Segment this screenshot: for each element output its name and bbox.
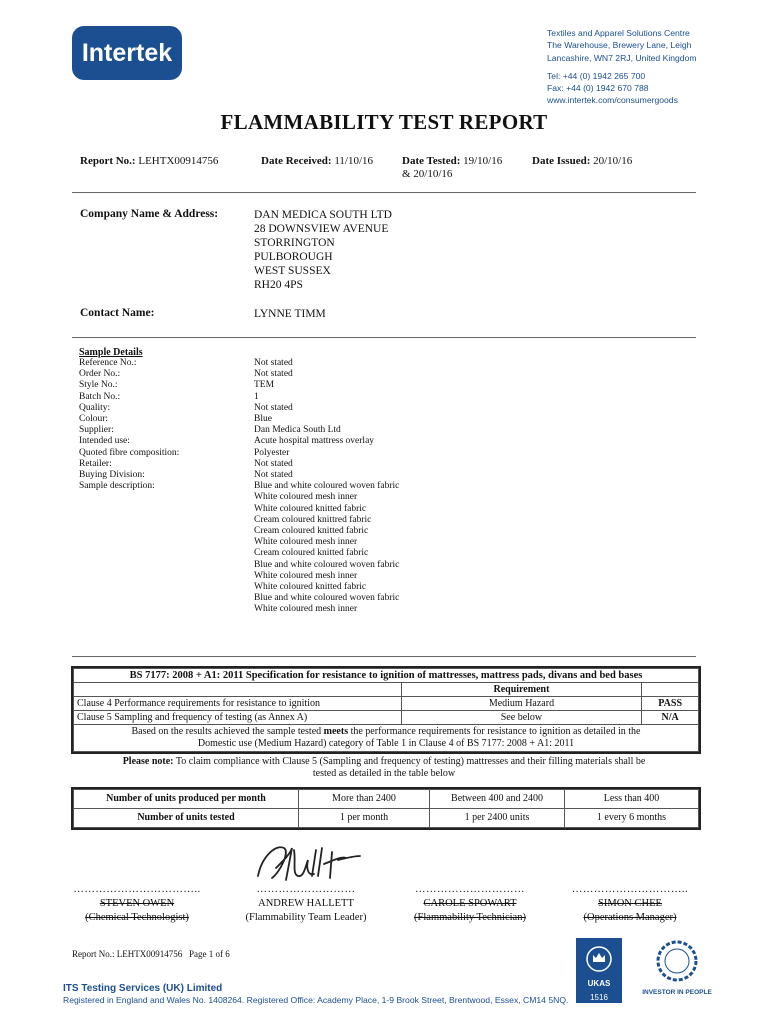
report-number-label: Report No.: — [80, 155, 136, 167]
signatory-andrew-hallett — [226, 883, 386, 925]
sample-value: Polyester — [254, 447, 290, 458]
sample-value: Not stated — [254, 458, 293, 469]
sample-value: Blue — [254, 414, 272, 425]
sample-details-values — [254, 358, 399, 616]
crown-icon — [584, 944, 614, 974]
sample-value: Blue and white coloured woven fabric — [254, 593, 400, 604]
intertek-logo: Intertek — [72, 26, 182, 80]
spec-empty-cell — [74, 683, 402, 697]
date-issued-label: Date Issued: — [532, 155, 591, 167]
sample-value: White coloured mesh inner — [254, 492, 358, 503]
signatory-name: SIMON CHEE — [598, 898, 662, 909]
sample-value: Cream coloured knitted fabric — [254, 526, 369, 537]
company-address — [254, 208, 392, 292]
conclusion-text: Based on the results achieved the sample tested — [131, 726, 324, 737]
sample-label: Sample description: — [79, 481, 155, 492]
requirement-cell: Medium Hazard — [401, 697, 642, 711]
page-number: Page 1 of 6 — [189, 949, 230, 959]
note-text: tested as detailed in the table below — [312, 768, 456, 779]
spec-heading: BS 7177: 2008 + A1: 2011 Specification for resistance to ignition of mattresses, mattress pads, divans and bed bases — [74, 669, 699, 683]
sample-value: TEM — [254, 380, 275, 391]
divider — [72, 656, 696, 657]
footer-ref-label: Report No.: — [72, 949, 115, 959]
sample-value: Not stated — [254, 369, 293, 380]
sample-value: White coloured knitted fabric — [254, 582, 367, 593]
report-title: FLAMMABILITY TEST REPORT — [220, 110, 548, 134]
company-line: 28 DOWNSVIEW AVENUE — [254, 223, 389, 235]
sample-value: Dan Medica South Ltd — [254, 425, 341, 436]
result-cell: N/A — [642, 711, 699, 725]
signatory-carole-spowart — [395, 883, 545, 925]
sample-value: Blue and white coloured woven fabric — [254, 481, 400, 492]
sample-value: Not stated — [254, 358, 293, 368]
company-label: Company Name & Address: — [80, 208, 219, 220]
sample-details-title: Sample Details — [79, 347, 143, 358]
sample-label: Supplier: — [79, 425, 114, 436]
units-cell: Less than 400 — [565, 790, 699, 809]
units-cell: More than 2400 — [299, 790, 430, 809]
report-number-value: LEHTX00914756 — [138, 155, 219, 167]
date-tested-value: 19/10/16 — [463, 155, 503, 167]
company-line: RH20 4PS — [254, 279, 303, 291]
sample-label: Quality: — [79, 402, 111, 413]
company-line: PULBOROUGH — [254, 251, 333, 263]
signatory-simon-chee — [555, 883, 705, 925]
requirement-cell: See below — [401, 711, 642, 725]
conclusion-verdict: meets — [323, 726, 349, 737]
address-line: Fax: +44 (0) 1942 670 788 — [547, 83, 649, 94]
please-note — [72, 756, 696, 780]
table-row — [74, 809, 699, 828]
ukas-number: 1516 — [590, 993, 608, 1002]
sample-label: Colour: — [79, 414, 109, 425]
address-line: Textiles and Apparel Solutions Centre — [547, 28, 690, 38]
company-line: DAN MEDICA SOUTH LTD — [254, 209, 392, 221]
signature-line: ………………………… — [415, 884, 525, 895]
result-cell: PASS — [642, 697, 699, 711]
date-received — [261, 155, 373, 168]
address-line: Lancashire, WN7 2RJ, United Kingdom — [547, 52, 697, 63]
signature-line: ……………………… — [256, 884, 356, 895]
table-row — [74, 790, 699, 809]
signatory-name: ANDREW HALLETT — [258, 898, 354, 909]
sample-value: Not stated — [254, 402, 293, 413]
signature-line: ………………………….. — [571, 884, 689, 895]
divider — [72, 337, 696, 338]
divider — [72, 192, 696, 193]
sample-label: Retailer: — [79, 458, 112, 469]
handwritten-signature — [250, 838, 365, 888]
sample-label: Quoted fibre composition: — [79, 447, 180, 458]
sample-value: Blue and white coloured woven fabric — [254, 559, 400, 570]
investor-in-people-logo — [638, 938, 716, 1006]
contact-value: LYNNE TIMM — [254, 308, 326, 320]
ukas-text: UKAS — [587, 979, 611, 988]
sample-label: Order No.: — [79, 369, 121, 380]
signatory-role: (Flammability Team Leader) — [245, 912, 367, 923]
specification-table — [71, 666, 701, 754]
date-received-value: 11/10/16 — [334, 155, 374, 167]
sample-label: Buying Division: — [79, 470, 145, 481]
sample-value: Acute hospital mattress overlay — [254, 436, 375, 447]
date-received-label: Date Received: — [261, 155, 332, 167]
footer-registration: Registered in England and Wales No. 1408264. Registered Office: Academy Place, 1-9 Brook Street, Brentwood, Essex, CM14 5NQ. — [63, 995, 569, 1005]
signatory-role: (Operations Manager) — [583, 912, 677, 923]
sample-label: Batch No.: — [79, 391, 121, 402]
signatory-role: (Flammability Technician) — [414, 912, 526, 923]
requirement-header: Requirement — [401, 683, 642, 697]
header-address — [547, 27, 697, 107]
report-number — [80, 155, 218, 168]
footer-report-ref — [72, 949, 230, 959]
clause-cell: Clause 4 Performance requirements for resistance to ignition — [74, 697, 402, 711]
table-row — [74, 711, 699, 725]
spec-conclusion — [74, 725, 699, 752]
sample-label: Intended use: — [79, 436, 130, 447]
date-tested — [402, 155, 502, 181]
footer-ref-value: LEHTX00914756 — [116, 949, 183, 959]
ukas-badge — [576, 938, 622, 1003]
company-line: STORRINGTON — [254, 237, 335, 249]
units-table — [71, 787, 701, 830]
iip-text: INVESTOR IN PEOPLE — [642, 989, 712, 996]
sample-value: White coloured knitted fabric — [254, 503, 367, 514]
units-cell: Between 400 and 2400 — [430, 790, 565, 809]
sample-value: White coloured mesh inner — [254, 570, 358, 581]
sample-value: 1 — [254, 391, 259, 402]
units-cell: Number of units tested — [74, 809, 299, 828]
laurel-wreath-icon — [654, 938, 700, 984]
note-label: Please note: — [122, 756, 174, 767]
units-cell: Number of units produced per month — [74, 790, 299, 809]
sample-value: White coloured mesh inner — [254, 604, 358, 615]
clause-cell: Clause 5 Sampling and frequency of testing (as Annex A) — [74, 711, 402, 725]
date-tested-value-2: & 20/10/16 — [402, 168, 453, 180]
signatory-role: (Chemical Technologist) — [85, 912, 189, 923]
units-cell: 1 per 2400 units — [430, 809, 565, 828]
company-line: WEST SUSSEX — [254, 265, 331, 277]
address-line: www.intertek.com/consumergoods — [547, 95, 678, 106]
note-text: To claim compliance with Clause 5 (Sampling and frequency of testing) mattresses and their filling materials shall be — [173, 756, 646, 767]
sample-value: Not stated — [254, 470, 293, 481]
address-line: The Warehouse, Brewery Lane, Leigh — [547, 40, 692, 51]
contact-label: Contact Name: — [80, 307, 155, 319]
sample-details-labels — [79, 358, 179, 492]
sample-label: Style No.: — [79, 380, 118, 391]
sample-value: White coloured mesh inner — [254, 537, 358, 548]
address-line: Tel: +44 (0) 1942 265 700 — [547, 70, 646, 81]
date-issued — [532, 155, 632, 168]
signatory-name: CAROLE SPOWART — [423, 898, 517, 909]
date-issued-value: 20/10/16 — [593, 155, 633, 167]
table-row — [74, 697, 699, 711]
date-tested-label: Date Tested: — [402, 155, 461, 167]
sample-value: Cream coloured knitted fabric — [254, 548, 369, 559]
conclusion-text: Domestic use (Medium Hazard) category of Table 1 in Clause 4 of BS 7177: 2008 + A1: 2011 — [197, 738, 575, 749]
conclusion-text: the performance requirements for resistance to ignition as detailed in the — [348, 726, 641, 737]
footer-company: ITS Testing Services (UK) Limited — [63, 983, 223, 994]
signature-line: …………………………….. — [73, 884, 201, 895]
signatory-name: STEVEN OWEN — [99, 898, 175, 909]
signatory-steven-owen — [62, 883, 212, 925]
spec-empty-cell — [642, 683, 699, 697]
sample-label: Reference No.: — [79, 358, 137, 368]
sample-value: Cream coloured knittred fabric — [254, 514, 372, 525]
units-cell: 1 per month — [299, 809, 430, 828]
units-cell: 1 every 6 months — [565, 809, 699, 828]
